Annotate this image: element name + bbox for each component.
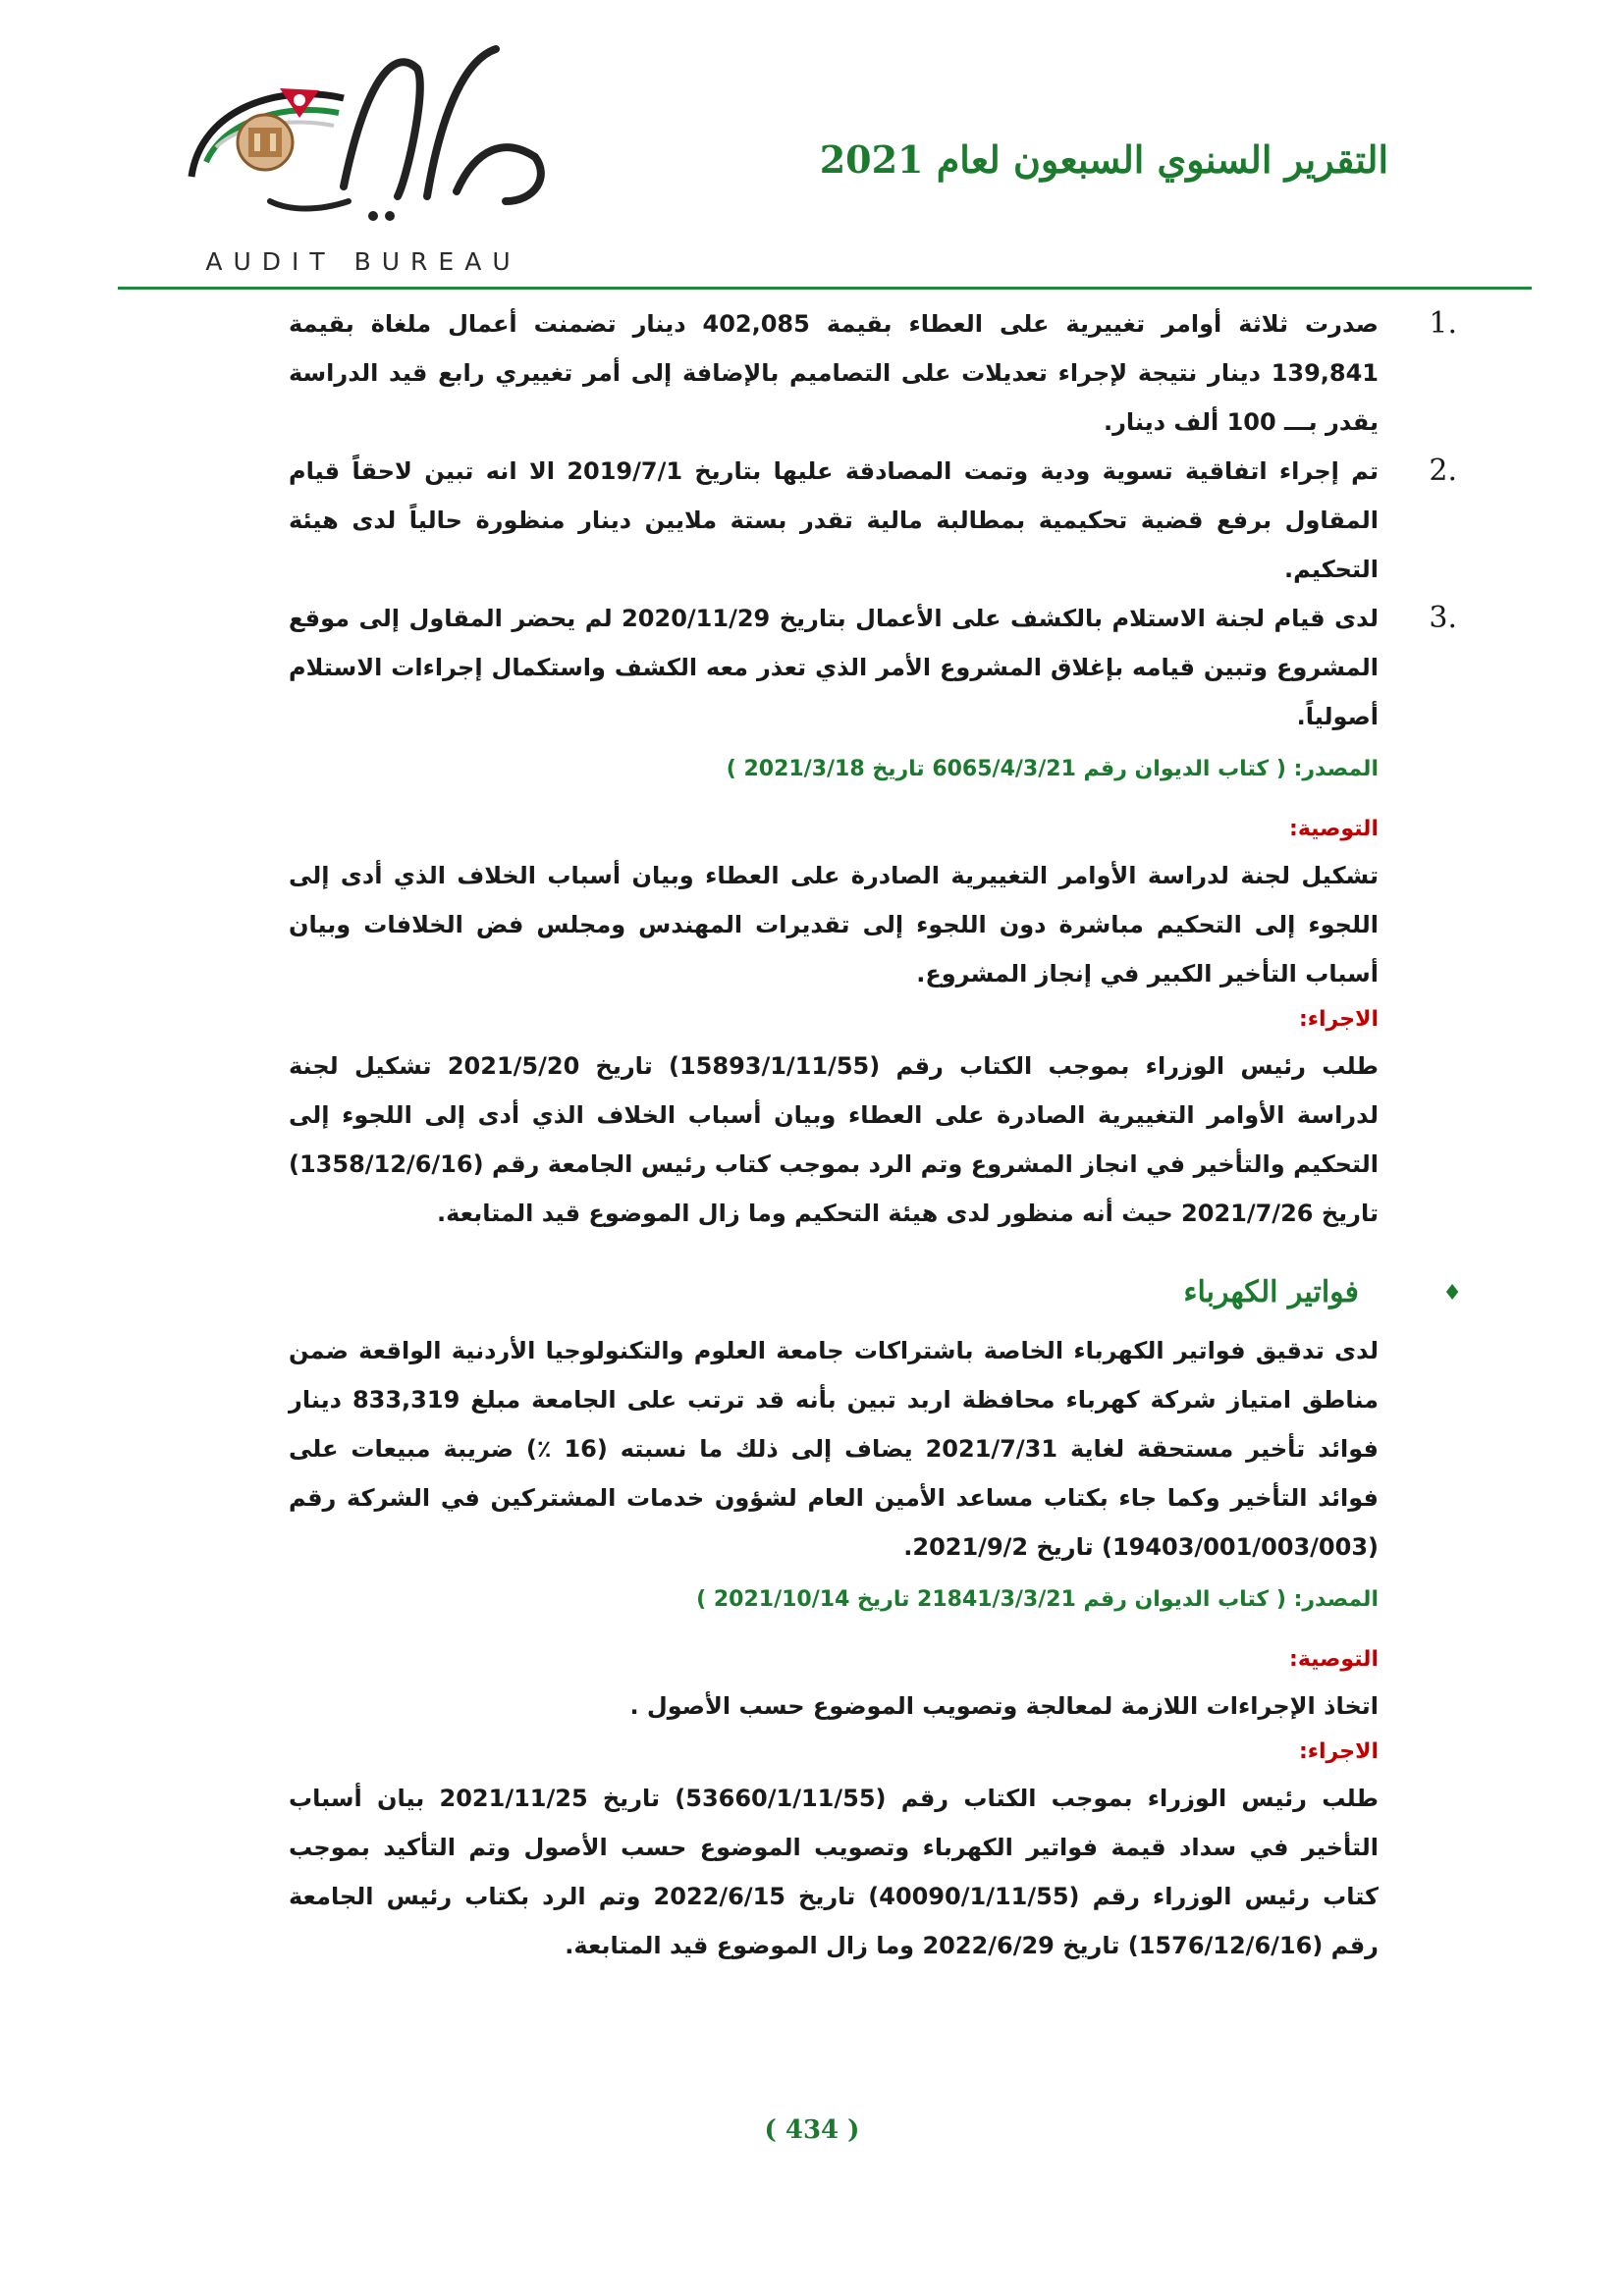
- recommendation-label: التوصية:: [1289, 1647, 1379, 1672]
- page-header: [0, 0, 1624, 294]
- section-heading-text: فواتير الكهرباء: [1183, 1275, 1359, 1309]
- header-divider: [118, 287, 1532, 290]
- diamond-bullet-icon: ♦: [1442, 1280, 1462, 1306]
- list-item: [289, 299, 1457, 447]
- list-item: [289, 447, 1457, 594]
- source-reference: المصدر: ( كتاب الديوان رقم 21841/3/3/21 تاريخ 2021/10/14 ): [696, 1587, 1379, 1612]
- report-title: التقرير السنوي السبعون لعام 2021: [819, 137, 1388, 182]
- action-text: طلب رئيس الوزراء بموجب الكتاب رقم (15893/1/11/55) تاريخ 2021/5/20 تشكيل لجنة لدراسة الأوامر التغييرية الصادرة على العطاء وبيان أسباب الخلاف الذي أدى إلى اللجوء إلى التحكيم والتأخير في انجاز المشروع وتم الرد بموجب كتاب رئيس الجامعة رقم (1358/12/6/16) تاريخ 2021/7/26 حيث أنه منظور لدى هيئة التحكيم وما زال الموضوع قيد المتابعة.: [289, 1052, 1380, 1227]
- main-content: [289, 299, 1462, 1970]
- action-label: الاجراء:: [1298, 1739, 1379, 1764]
- section-heading: [289, 1263, 1462, 1322]
- page-number: ( 434 ): [764, 2115, 860, 2145]
- list-item-text: تم إجراء اتفاقية تسوية ودية وتمت المصادقة عليها بتاريخ 2019/7/1 الا انه تبين لاحقاً قيام المقاول برفع قضية تحكيمية بمطالبة مالية تقدر بستة ملايين دينار منظورة حالياً لدى هيئة التحكيم.: [289, 457, 1380, 583]
- list-item-number: 3.: [1429, 601, 1457, 635]
- action-label: الاجراء:: [1298, 1007, 1379, 1032]
- recommendation-text: اتخاذ الإجراءات اللازمة لمعالجة وتصويب الموضوع حسب الأصول .: [629, 1692, 1379, 1720]
- list-item-number: 1.: [1429, 306, 1457, 341]
- findings-list: [289, 299, 1457, 741]
- logo-caption: AUDIT BUREAU: [205, 247, 521, 276]
- list-item-text: صدرت ثلاثة أوامر تغييرية على العطاء بقيمة 402,085 دينار تضمنت أعمال ملغاة بقيمة 139,841 دينار نتيجة لإجراء تعديلات على التصاميم بالإضافة إلى أمر تغييري رابع قيد الدراسة يقدر بـــ 100 ألف دينار.: [289, 310, 1379, 436]
- list-item: [289, 594, 1457, 741]
- recommendation-label: التوصية:: [1289, 817, 1379, 841]
- list-item-number: 2.: [1429, 454, 1457, 488]
- audit-bureau-emblem-icon: [172, 29, 565, 236]
- recommendation-text: تشكيل لجنة لدراسة الأوامر التغييرية الصادرة على العطاء وبيان أسباب الخلاف الذي أدى إلى اللجوء إلى التحكيم مباشرة دون اللجوء إلى تقديرات المهندس ومجلس فض الخلافات وبيان أسباب التأخير الكبير في إنجاز المشروع.: [289, 862, 1379, 988]
- list-item-text: لدى قيام لجنة الاستلام بالكشف على الأعمال بتاريخ 2020/11/29 لم يحضر المقاول إلى موقع المشروع وتبين قيامه بإغلاق المشروع الأمر الذي تعذر معه الكشف واستكمال إجراءات الاستلام أصولياً.: [289, 605, 1379, 730]
- section-body: لدى تدقيق فواتير الكهرباء الخاصة باشتراكات جامعة العلوم والتكنولوجيا الأردنية الواقعة ضمن مناطق امتياز شركة كهرباء محافظة اربد تبين بأنه قد ترتب على الجامعة مبلغ 833,319 دينار فوائد تأخير مستحقة لغاية 2021/7/31 يضاف إلى ذلك ما نسبته (16 ٪) ضريبة مبيعات على فوائد التأخير وكما جاء بكتاب مساعد الأمين العام لشؤون خدمات المشتركين في الشركة رقم (19403/001/003/003) تاريخ 2021/9/2.: [289, 1337, 1380, 1561]
- action-text: طلب رئيس الوزراء بموجب الكتاب رقم (53660/1/11/55) تاريخ 2021/11/25 بيان أسباب التأخير في سداد قيمة فواتير الكهرباء وتصويب الموضوع حسب الأصول وتم التأكيد بموجب كتاب رئيس الوزراء رقم (40090/1/11/55) تاريخ 2022/6/15 وتم الرد بكتاب رئيس الجامعة رقم (1576/12/6/16) تاريخ 2022/6/29 وما زال الموضوع قيد المتابعة.: [289, 1785, 1380, 1959]
- audit-bureau-logo: [172, 29, 565, 275]
- source-reference: المصدر: ( كتاب الديوان رقم 6065/4/3/21 تاريخ 2021/3/18 ): [726, 757, 1379, 781]
